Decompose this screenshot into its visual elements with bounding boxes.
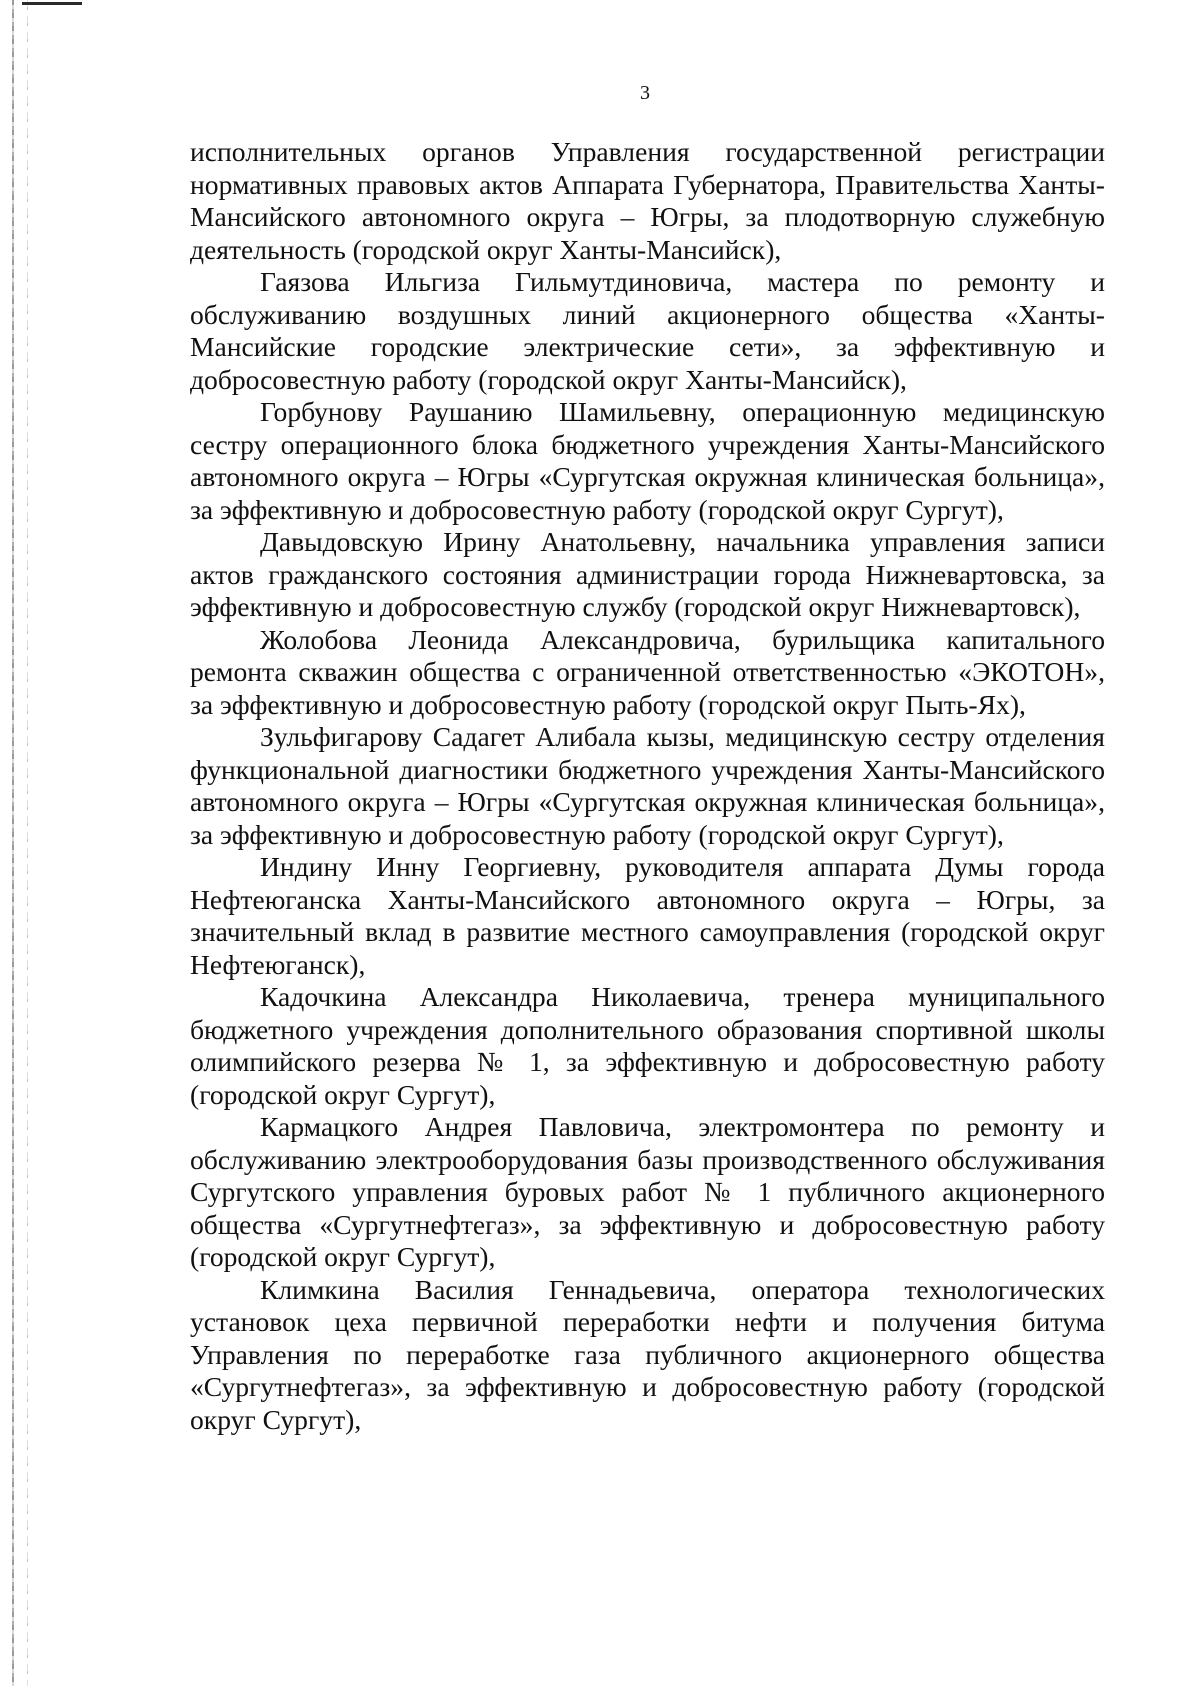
scan-edge — [0, 0, 48, 1686]
paragraph-klimkin: Климкина Василия Геннадьевича, оператора технологических установок цеха первичной переработки нефти и получения битума Управления по переработке газа публичного акционерного общества «Сургутнефтегаз», за эффективную и добросовестную работу (городской округ Сургут), — [190, 1273, 1105, 1435]
paragraph-zulfigarova: Зульфигарову Садагет Алибала кызы, медицинскую сестру отделения функциональной диагностики бюджетного учреждения Ханты-Мансийского автономного округа – Югры «Сургутская окружная клиническая больница», за эффективную и добросовестную работу (городской округ Сургут), — [190, 721, 1105, 850]
paragraph-continuation: исполнительных органов Управления государственной регистрации нормативных правовых актов Аппарата Губернатора, Правительства Ханты-Мансийского автономного округа – Югры, за плодотворную служебную деятельность (городской округ Ханты-Мансийск), — [190, 136, 1105, 265]
paragraph-gayazov: Гаязова Ильгиза Гильмутдиновича, мастера по ремонту и обслуживанию воздушных линий акционерного общества «Ханты-Мансийские городские электрические сети», за эффективную и добросовестную работу (городской округ Ханты-Мансийск), — [190, 266, 1105, 395]
page-number: 3 — [640, 82, 650, 104]
paragraph-gorbunova: Горбунову Раушанию Шамильевну, операционную медицинскую сестру операционного блока бюджетного учреждения Ханты-Мансийского автономного округа – Югры «Сургутская окружная клиническая больница», за эффективную и добросовестную работу (городской округ Сургут), — [190, 396, 1105, 525]
corner-mark — [22, 2, 82, 5]
paragraph-kadochkin: Кадочкина Александра Николаевича, тренера муниципального бюджетного учреждения дополнительного образования спортивной школы олимпийского резерва № 1, за эффективную и добросовестную работу (городской округ Сургут), — [190, 981, 1105, 1110]
scan-edge-line-secondary — [27, 0, 28, 1686]
paragraph-indina: Индину Инну Георгиевну, руководителя аппарата Думы города Нефтеюганска Ханты-Мансийского автономного округа – Югры, за значительный вклад в развитие местного самоуправления (городской округ Нефтеюганск), — [190, 851, 1105, 980]
scan-edge-line — [12, 0, 14, 1686]
paragraph-davydovskaya: Давыдовскую Ирину Анатольевну, начальника управления записи актов гражданского состояния администрации города Нижневартовска, за эффективную и добросовестную службу (городской округ Нижневартовск), — [190, 526, 1105, 622]
document-body — [190, 136, 1105, 1436]
paragraph-karmatsky: Кармацкого Андрея Павловича, электромонтера по ремонту и обслуживанию электрооборудования базы производственного обслуживания Сургутского управления буровых работ № 1 публичного акционерного общества «Сургутнефтегаз», за эффективную и добросовестную работу (городской округ Сургут), — [190, 1111, 1105, 1272]
paragraph-zholobov: Жолобова Леонида Александровича, бурильщика капитального ремонта скважин общества с ограниченной ответственностью «ЭКОТОН», за эффективную и добросовестную работу (городской округ Пыть-Ях), — [190, 623, 1105, 720]
